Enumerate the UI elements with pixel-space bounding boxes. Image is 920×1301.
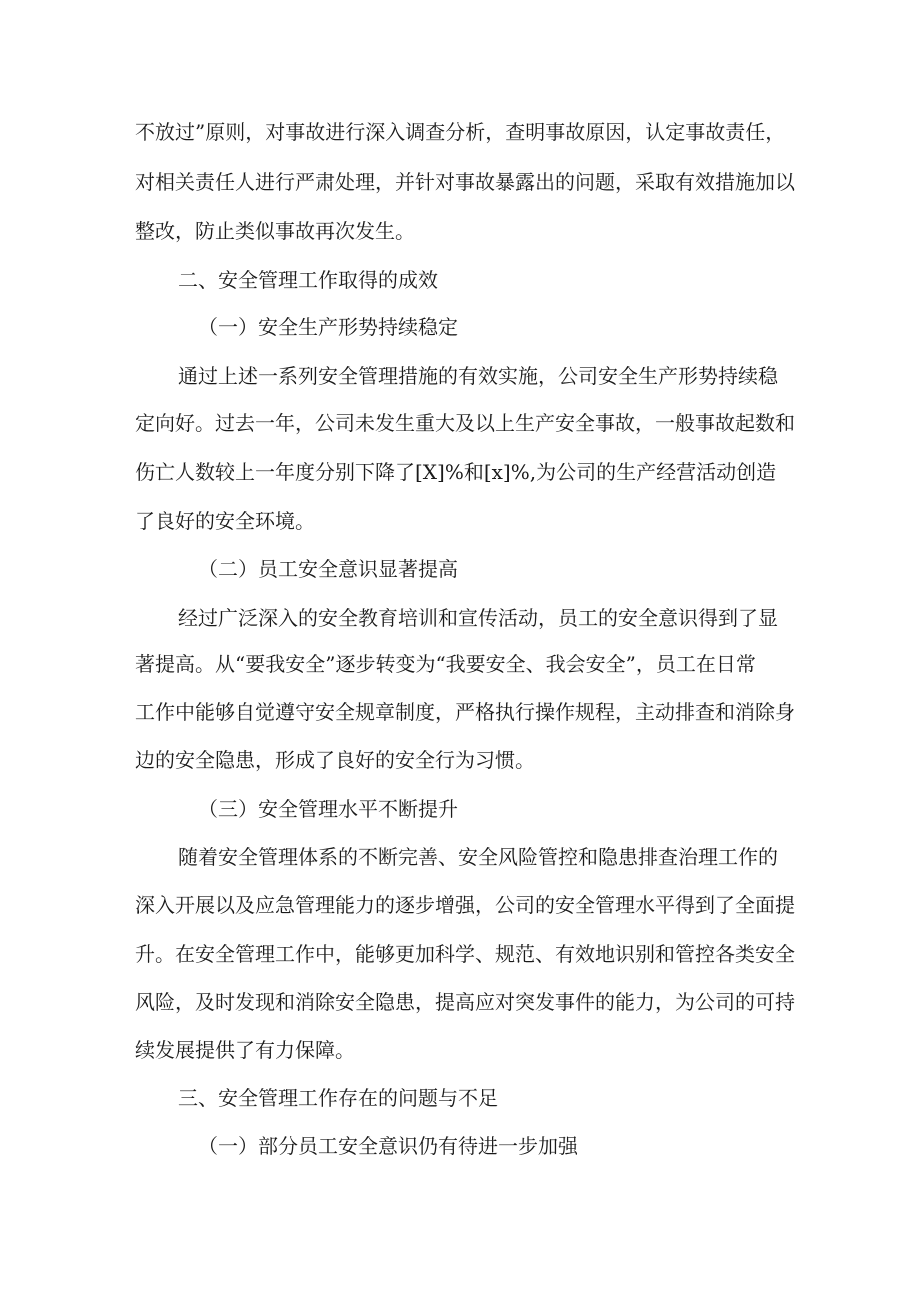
paragraph-line: 升。在安全管理工作中，能够更加科学、规范、有效地识别和管控各类安全 [135,942,795,966]
subsection-heading: （三）安全管理水平不断提升 [198,797,458,821]
paragraph-line: 经过广泛深入的安全教育培训和宣传活动，员工的安全意识得到了显 [178,606,778,630]
paragraph-line: 工作中能够自觉遵守安全规章制度，严格执行操作规程，主动排查和消除身 [135,700,795,724]
paragraph-line: 整改，防止类似事故再次发生。 [135,219,415,243]
subsection-heading: （一）部分员工安全意识仍有待进一步加强 [198,1134,578,1158]
paragraph-line: 对相关责任人进行严肃处理，并针对事故暴露出的问题，采取有效措施加以 [135,170,795,194]
subsection-heading: （一）安全生产形势持续稳定 [198,315,458,339]
section-heading: 二、安全管理工作取得的成效 [178,268,438,292]
paragraph-line: 定向好。过去一年，公司未发生重大及以上生产安全事故，一般事故起数和 [135,411,795,435]
paragraph-line: 不放过”原则，对事故进行深入调查分析，查明事故原因，认定事故责任， [135,120,786,144]
paragraph-line: 风险，及时发现和消除安全隐患，提高应对突发事件的能力，为公司的可持 [135,990,795,1014]
section-heading: 三、安全管理工作存在的问题与不足 [178,1086,498,1110]
paragraph-line: 随着安全管理体系的不断完善、安全风险管控和隐患排查治理工作的 [178,845,778,869]
paragraph-line: 著提高。从“要我安全”逐步转变为“我要安全、我会安全”，员工在日常 [135,652,756,676]
subsection-heading: （二）员工安全意识显著提高 [198,557,458,581]
paragraph-line: 通过上述一系列安全管理措施的有效实施，公司安全生产形势持续稳 [178,364,778,388]
paragraph-line: 伤亡人数较上一年度分别下降了[X]%和[x]%,为公司的生产经营活动创造 [135,460,777,484]
paragraph-line: 了良好的安全环境。 [135,509,315,533]
paragraph-line: 深入开展以及应急管理能力的逐步增强，公司的安全管理水平得到了全面提 [135,893,795,917]
paragraph-line: 续发展提供了有力保障。 [135,1038,355,1062]
paragraph-line: 边的安全隐患，形成了良好的安全行为习惯。 [135,748,535,772]
